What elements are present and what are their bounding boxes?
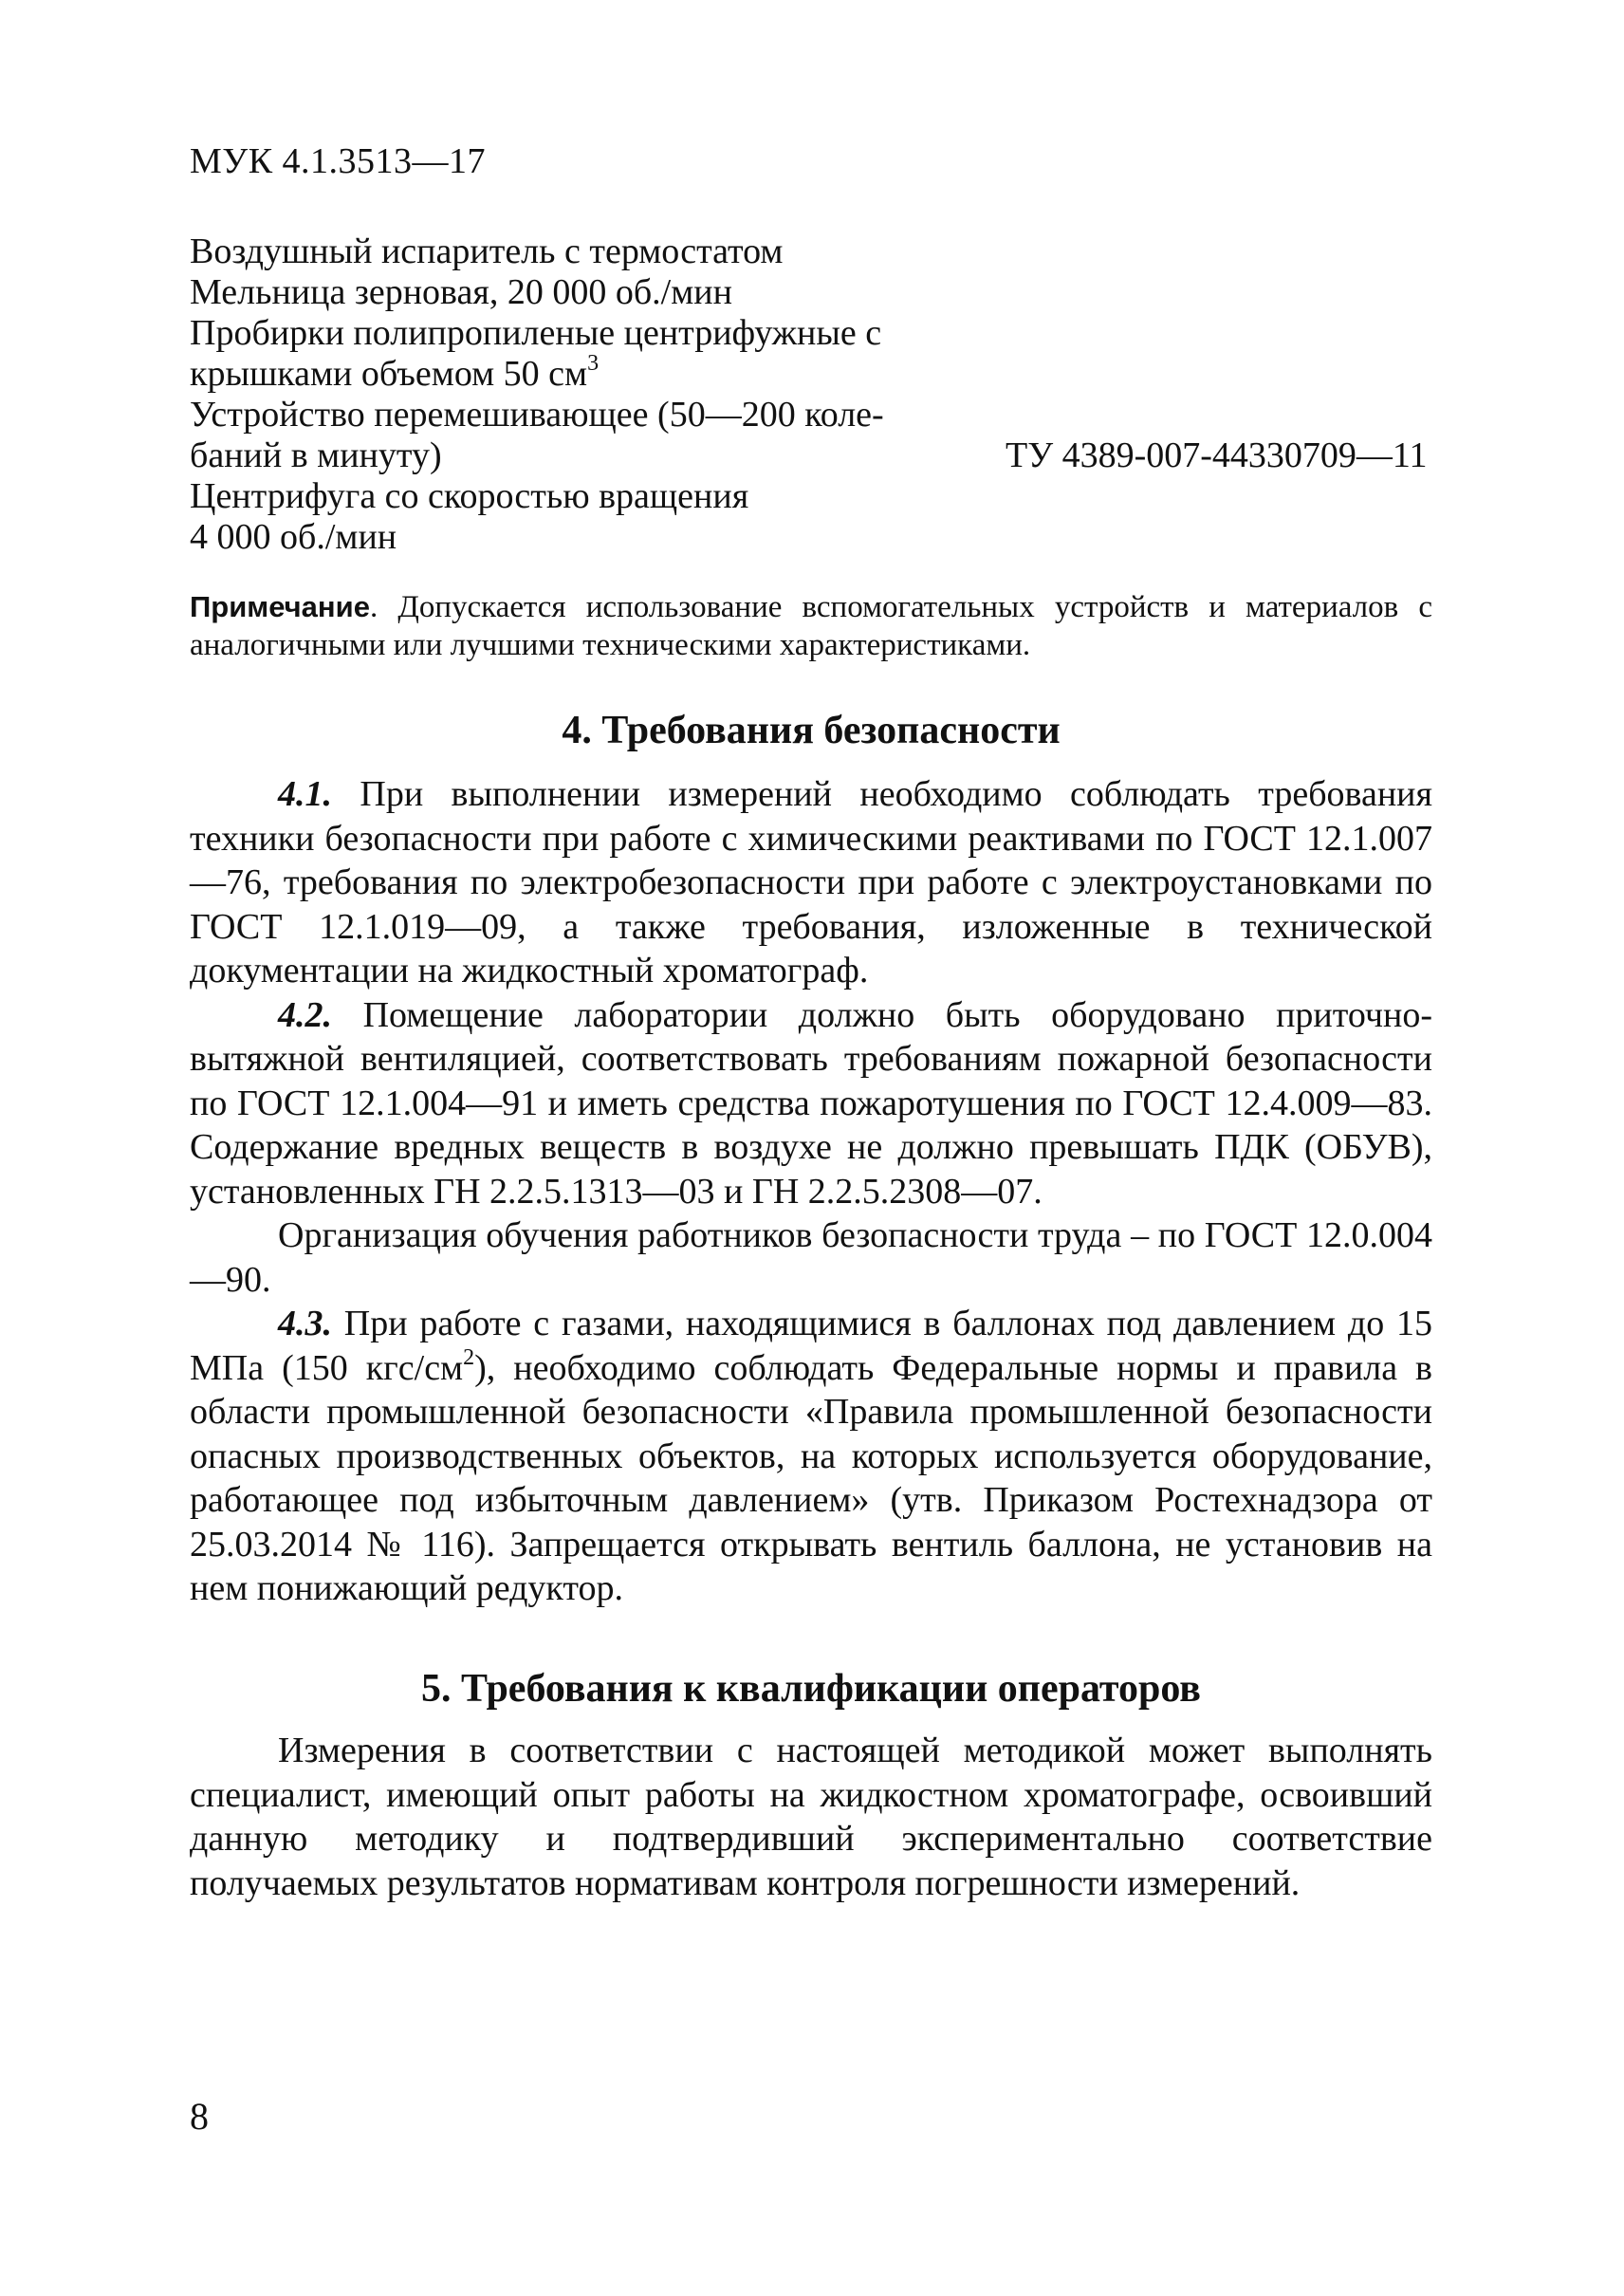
paragraph-text: Измерения в соответствии с настоящей методикой может выполнять специалист, имеющий опыт работы на жидкостном хроматографе, освоивший данную методику и подтвердивший экспериментально соответствие получаемых результатов нормативам контроля погрешности измерений. bbox=[190, 1731, 1432, 1903]
section-safety-body bbox=[190, 772, 1432, 1611]
clause-number: 4.2. bbox=[278, 994, 332, 1035]
paragraph bbox=[190, 993, 1432, 1214]
equipment-item-text: Устройство перемешивающее (50—200 коле- bbox=[190, 395, 884, 435]
equipment-item-text: 4 000 об./мин bbox=[190, 517, 397, 557]
superscript: 3 bbox=[587, 351, 600, 377]
running-header-doc-code: МУК 4.1.3513—17 bbox=[190, 141, 487, 181]
equipment-item bbox=[190, 351, 1451, 395]
paragraph-text: При работе с газами, находящимися в баллонах под давлением до 15 МПа (150 кгс/см bbox=[190, 1304, 1432, 1388]
paragraph bbox=[190, 1213, 1432, 1302]
paragraph-text: ), необходимо соблюдать Федеральные нормы и правила в области промышленной безопасности «Правила промышленной безопасности опасных производственных объектов, на которых используется оборудование, работающее под избыточным давлением» (утв. Приказом Ростехнадзора от 25.03.2014 № 116). Запрещается открывать вентиль баллона, не установив на нем понижающий редуктор. bbox=[190, 1347, 1432, 1608]
equipment-item bbox=[190, 272, 1451, 313]
clause-number: 4.1. bbox=[278, 774, 332, 814]
note-label: Примечание bbox=[190, 590, 370, 623]
section-heading-operator-qualification: 5. Требования к квалификации операторов bbox=[421, 1667, 1201, 1711]
equipment-item bbox=[190, 313, 1451, 354]
equipment-item-text: Воздушный испаритель с термостатом bbox=[190, 231, 784, 271]
equipment-item-text: баний в минуту) bbox=[190, 435, 442, 475]
page-number: 8 bbox=[190, 2095, 209, 2138]
equipment-item-text: Пробирки полипропиленые центрифужные с bbox=[190, 313, 882, 353]
paragraph-text: При выполнении измерений необходимо соблюдать требования техники безопасности при работе с химическими реактивами по ГОСТ 12.1.007—76, требования по электробезопасности при работе с электроустановками по ГОСТ 12.1.019—09, а также требования, изложенные в технической документации на жидкостный хроматограф. bbox=[190, 774, 1432, 991]
equipment-item bbox=[190, 395, 1451, 435]
equipment-list bbox=[190, 231, 1451, 558]
section-operator-qualification-body bbox=[190, 1729, 1432, 1905]
equipment-item-text: Мельница зерновая, 20 000 об./мин bbox=[190, 272, 732, 312]
equipment-item bbox=[190, 435, 1451, 476]
equipment-item bbox=[190, 476, 1451, 517]
equipment-item-text: крышками объемом 50 см bbox=[190, 354, 588, 394]
clause-number: 4.3. bbox=[278, 1304, 332, 1343]
equipment-item bbox=[190, 231, 1451, 272]
note-text: . Допускается использование вспомогательных устройств и материалов с аналогичными или лучшими техническими характеристиками. bbox=[190, 590, 1432, 662]
paragraph bbox=[190, 1302, 1432, 1611]
paragraph-text: Помещение лаборатории должно быть оборудовано приточно-вытяжной вентиляцией, соответствовать требованиям пожарной безопасности по ГОСТ 12.1.004—91 и иметь средства пожаротушения по ГОСТ 12.4.009—83. Содержание вредных веществ в воздухе не должно превышать ПДК (ОБУВ), установленных ГН 2.2.5.1313—03 и ГН 2.2.5.2308—07. bbox=[190, 994, 1432, 1212]
equipment-item bbox=[190, 517, 1451, 558]
paragraph-text: Организация обучения работников безопасности труда – по ГОСТ 12.0.004—90. bbox=[190, 1215, 1432, 1300]
equipment-item-text: Центрифуга со скоростью вращения bbox=[190, 476, 749, 516]
equipment-spec-reference: ТУ 4389-007-44330709—11 bbox=[1006, 435, 1428, 475]
section-heading-safety: 4. Требования безопасности bbox=[562, 709, 1061, 752]
note-paragraph bbox=[190, 588, 1432, 664]
superscript: 2 bbox=[463, 1344, 475, 1370]
paragraph bbox=[190, 772, 1432, 993]
paragraph bbox=[190, 1729, 1432, 1905]
